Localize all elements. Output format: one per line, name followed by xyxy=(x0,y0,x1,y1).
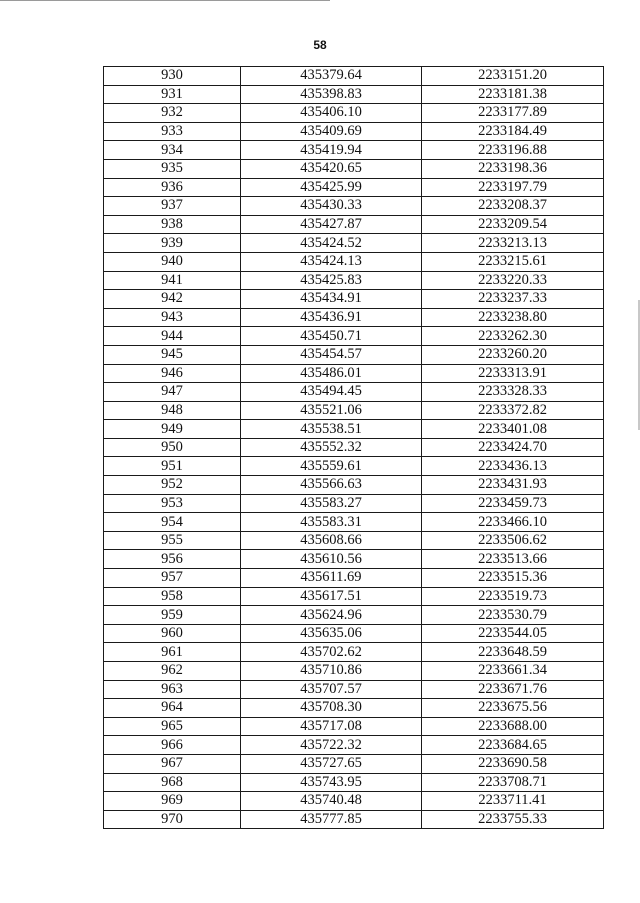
point-number-cell: 940 xyxy=(104,252,241,271)
table-row xyxy=(104,159,604,178)
y-coordinate-cell: 2233220.33 xyxy=(422,271,604,290)
x-coordinate-cell: 435710.86 xyxy=(241,662,422,681)
x-coordinate-cell: 435424.13 xyxy=(241,252,422,271)
point-number-cell: 954 xyxy=(104,513,241,532)
point-number-cell: 942 xyxy=(104,290,241,309)
point-number-cell: 962 xyxy=(104,662,241,681)
y-coordinate-cell: 2233506.62 xyxy=(422,531,604,550)
x-coordinate-cell: 435450.71 xyxy=(241,327,422,346)
x-coordinate-cell: 435777.85 xyxy=(241,810,422,829)
y-coordinate-cell: 2233260.20 xyxy=(422,345,604,364)
point-number-cell: 967 xyxy=(104,754,241,773)
point-number-cell: 950 xyxy=(104,438,241,457)
x-coordinate-cell: 435425.99 xyxy=(241,178,422,197)
point-number-cell: 935 xyxy=(104,159,241,178)
point-number-cell: 944 xyxy=(104,327,241,346)
table-row xyxy=(104,215,604,234)
point-number-cell: 931 xyxy=(104,85,241,104)
point-number-cell: 966 xyxy=(104,736,241,755)
table-row xyxy=(104,234,604,253)
x-coordinate-cell: 435727.65 xyxy=(241,754,422,773)
table-row xyxy=(104,792,604,811)
table-row xyxy=(104,141,604,160)
x-coordinate-cell: 435740.48 xyxy=(241,792,422,811)
page-number: 58 xyxy=(313,38,327,52)
point-number-cell: 933 xyxy=(104,122,241,141)
x-coordinate-cell: 435521.06 xyxy=(241,401,422,420)
table-row xyxy=(104,420,604,439)
point-number-cell: 939 xyxy=(104,234,241,253)
x-coordinate-cell: 435608.66 xyxy=(241,531,422,550)
y-coordinate-cell: 2233671.76 xyxy=(422,680,604,699)
y-coordinate-cell: 2233372.82 xyxy=(422,401,604,420)
table-row xyxy=(104,773,604,792)
x-coordinate-cell: 435722.32 xyxy=(241,736,422,755)
x-coordinate-cell: 435425.83 xyxy=(241,271,422,290)
table-row xyxy=(104,345,604,364)
table-row xyxy=(104,197,604,216)
point-number-cell: 946 xyxy=(104,364,241,383)
point-number-cell: 963 xyxy=(104,680,241,699)
point-number-cell: 968 xyxy=(104,773,241,792)
y-coordinate-cell: 2233513.66 xyxy=(422,550,604,569)
y-coordinate-cell: 2233237.33 xyxy=(422,290,604,309)
x-coordinate-cell: 435717.08 xyxy=(241,717,422,736)
y-coordinate-cell: 2233711.41 xyxy=(422,792,604,811)
x-coordinate-cell: 435430.33 xyxy=(241,197,422,216)
y-coordinate-cell: 2233690.58 xyxy=(422,754,604,773)
table-row xyxy=(104,531,604,550)
y-coordinate-cell: 2233151.20 xyxy=(422,67,604,86)
point-number-cell: 947 xyxy=(104,383,241,402)
y-coordinate-cell: 2233424.70 xyxy=(422,438,604,457)
table-row xyxy=(104,476,604,495)
y-coordinate-cell: 2233198.36 xyxy=(422,159,604,178)
y-coordinate-cell: 2233661.34 xyxy=(422,662,604,681)
point-number-cell: 970 xyxy=(104,810,241,829)
y-coordinate-cell: 2233755.33 xyxy=(422,810,604,829)
table-row xyxy=(104,810,604,829)
y-coordinate-cell: 2233328.33 xyxy=(422,383,604,402)
point-number-cell: 932 xyxy=(104,104,241,123)
y-coordinate-cell: 2233519.73 xyxy=(422,587,604,606)
table-row xyxy=(104,178,604,197)
x-coordinate-cell: 435708.30 xyxy=(241,699,422,718)
point-number-cell: 961 xyxy=(104,643,241,662)
y-coordinate-cell: 2233708.71 xyxy=(422,773,604,792)
point-number-cell: 945 xyxy=(104,345,241,364)
point-number-cell: 964 xyxy=(104,699,241,718)
x-coordinate-cell: 435552.32 xyxy=(241,438,422,457)
table-row xyxy=(104,383,604,402)
table-row xyxy=(104,122,604,141)
y-coordinate-cell: 2233466.10 xyxy=(422,513,604,532)
x-coordinate-cell: 435566.63 xyxy=(241,476,422,495)
table-row xyxy=(104,494,604,513)
x-coordinate-cell: 435379.64 xyxy=(241,67,422,86)
x-coordinate-cell: 435398.83 xyxy=(241,85,422,104)
x-coordinate-cell: 435583.27 xyxy=(241,494,422,513)
y-coordinate-cell: 2233181.38 xyxy=(422,85,604,104)
y-coordinate-cell: 2233436.13 xyxy=(422,457,604,476)
y-coordinate-cell: 2233684.65 xyxy=(422,736,604,755)
table-row xyxy=(104,85,604,104)
table-row xyxy=(104,550,604,569)
coordinates-table xyxy=(103,66,604,829)
x-coordinate-cell: 435559.61 xyxy=(241,457,422,476)
y-coordinate-cell: 2233177.89 xyxy=(422,104,604,123)
scan-top-edge xyxy=(0,0,330,1)
point-number-cell: 960 xyxy=(104,624,241,643)
x-coordinate-cell: 435419.94 xyxy=(241,141,422,160)
table-row xyxy=(104,587,604,606)
point-number-cell: 930 xyxy=(104,67,241,86)
point-number-cell: 938 xyxy=(104,215,241,234)
y-coordinate-cell: 2233238.80 xyxy=(422,308,604,327)
x-coordinate-cell: 435424.52 xyxy=(241,234,422,253)
table-row xyxy=(104,569,604,588)
x-coordinate-cell: 435702.62 xyxy=(241,643,422,662)
table-row xyxy=(104,513,604,532)
x-coordinate-cell: 435454.57 xyxy=(241,345,422,364)
point-number-cell: 958 xyxy=(104,587,241,606)
x-coordinate-cell: 435610.56 xyxy=(241,550,422,569)
y-coordinate-cell: 2233208.37 xyxy=(422,197,604,216)
table-row xyxy=(104,736,604,755)
y-coordinate-cell: 2233196.88 xyxy=(422,141,604,160)
table-row xyxy=(104,67,604,86)
y-coordinate-cell: 2233530.79 xyxy=(422,606,604,625)
table-row xyxy=(104,662,604,681)
table-row xyxy=(104,438,604,457)
y-coordinate-cell: 2233184.49 xyxy=(422,122,604,141)
table-row xyxy=(104,643,604,662)
point-number-cell: 953 xyxy=(104,494,241,513)
coordinates-table-body xyxy=(104,67,604,829)
point-number-cell: 969 xyxy=(104,792,241,811)
table-row xyxy=(104,308,604,327)
y-coordinate-cell: 2233675.56 xyxy=(422,699,604,718)
x-coordinate-cell: 435538.51 xyxy=(241,420,422,439)
x-coordinate-cell: 435707.57 xyxy=(241,680,422,699)
y-coordinate-cell: 2233459.73 xyxy=(422,494,604,513)
point-number-cell: 959 xyxy=(104,606,241,625)
table-row xyxy=(104,680,604,699)
point-number-cell: 951 xyxy=(104,457,241,476)
y-coordinate-cell: 2233515.36 xyxy=(422,569,604,588)
table-row xyxy=(104,327,604,346)
x-coordinate-cell: 435743.95 xyxy=(241,773,422,792)
x-coordinate-cell: 435420.65 xyxy=(241,159,422,178)
point-number-cell: 943 xyxy=(104,308,241,327)
y-coordinate-cell: 2233401.08 xyxy=(422,420,604,439)
x-coordinate-cell: 435624.96 xyxy=(241,606,422,625)
y-coordinate-cell: 2233544.05 xyxy=(422,624,604,643)
table-row xyxy=(104,252,604,271)
x-coordinate-cell: 435494.45 xyxy=(241,383,422,402)
x-coordinate-cell: 435427.87 xyxy=(241,215,422,234)
table-row xyxy=(104,606,604,625)
y-coordinate-cell: 2233197.79 xyxy=(422,178,604,197)
x-coordinate-cell: 435406.10 xyxy=(241,104,422,123)
point-number-cell: 948 xyxy=(104,401,241,420)
y-coordinate-cell: 2233431.93 xyxy=(422,476,604,495)
table-row xyxy=(104,699,604,718)
table-row xyxy=(104,290,604,309)
y-coordinate-cell: 2233313.91 xyxy=(422,364,604,383)
x-coordinate-cell: 435617.51 xyxy=(241,587,422,606)
table-row xyxy=(104,271,604,290)
y-coordinate-cell: 2233648.59 xyxy=(422,643,604,662)
table-row xyxy=(104,364,604,383)
point-number-cell: 957 xyxy=(104,569,241,588)
point-number-cell: 941 xyxy=(104,271,241,290)
x-coordinate-cell: 435486.01 xyxy=(241,364,422,383)
table-row xyxy=(104,754,604,773)
table-row xyxy=(104,401,604,420)
point-number-cell: 937 xyxy=(104,197,241,216)
point-number-cell: 956 xyxy=(104,550,241,569)
table-row xyxy=(104,624,604,643)
point-number-cell: 934 xyxy=(104,141,241,160)
x-coordinate-cell: 435436.91 xyxy=(241,308,422,327)
point-number-cell: 936 xyxy=(104,178,241,197)
point-number-cell: 955 xyxy=(104,531,241,550)
point-number-cell: 949 xyxy=(104,420,241,439)
y-coordinate-cell: 2233213.13 xyxy=(422,234,604,253)
point-number-cell: 965 xyxy=(104,717,241,736)
y-coordinate-cell: 2233262.30 xyxy=(422,327,604,346)
y-coordinate-cell: 2233209.54 xyxy=(422,215,604,234)
table-row xyxy=(104,717,604,736)
x-coordinate-cell: 435635.06 xyxy=(241,624,422,643)
table-row xyxy=(104,457,604,476)
point-number-cell: 952 xyxy=(104,476,241,495)
y-coordinate-cell: 2233688.00 xyxy=(422,717,604,736)
table-row xyxy=(104,104,604,123)
x-coordinate-cell: 435409.69 xyxy=(241,122,422,141)
y-coordinate-cell: 2233215.61 xyxy=(422,252,604,271)
x-coordinate-cell: 435611.69 xyxy=(241,569,422,588)
x-coordinate-cell: 435434.91 xyxy=(241,290,422,309)
x-coordinate-cell: 435583.31 xyxy=(241,513,422,532)
